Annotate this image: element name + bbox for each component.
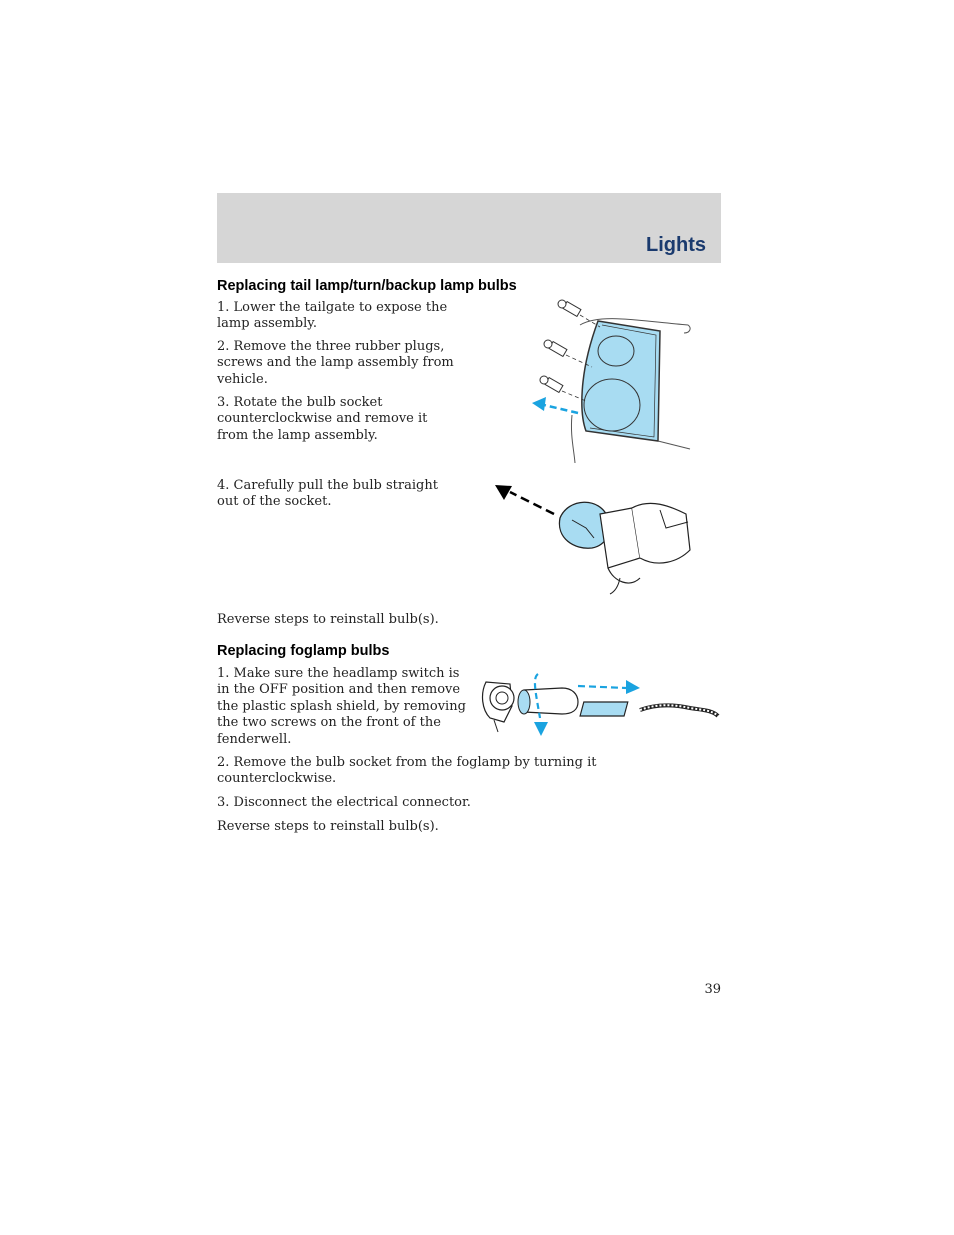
foglamp-step-3: 3. Disconnect the electrical connector. xyxy=(217,795,471,810)
section-header-band xyxy=(217,193,721,263)
section-title: Lights xyxy=(646,234,706,256)
foglamp-bulb-illustration xyxy=(476,664,722,740)
foglamp-heading: Replacing foglamp bulbs xyxy=(217,643,390,659)
foglamp-step-2: 2. Remove the bulb socket from the foglamp by turning it counterclockwise. xyxy=(217,755,597,787)
bulb-removal-illustration xyxy=(490,478,700,596)
tail-lamp-step-3: 3. Rotate the bulb socket counterclockwise and remove it from the lamp assembly. xyxy=(217,395,428,443)
tail-lamp-step-1: 1. Lower the tailgate to expose the lamp assembly. xyxy=(217,300,448,332)
page-number: 39 xyxy=(704,982,721,997)
tail-lamp-step-4: 4. Carefully pull the bulb straight out of the socket. xyxy=(217,478,438,510)
foglamp-reinstall-note: Reverse steps to reinstall bulb(s). xyxy=(217,819,439,834)
tail-lamp-heading: Replacing tail lamp/turn/backup lamp bulbs xyxy=(217,278,517,294)
tail-lamp-step-2: 2. Remove the three rubber plugs, screws and the lamp assembly from vehicle. xyxy=(217,339,454,387)
tail-lamp-reinstall-note: Reverse steps to reinstall bulb(s). xyxy=(217,612,439,627)
tail-lamp-assembly-illustration xyxy=(520,295,720,465)
foglamp-step-1: 1. Make sure the headlamp switch is in the OFF position and then remove the plastic splash shield, by removing the two screws on the front of the fenderwell. xyxy=(217,666,466,747)
